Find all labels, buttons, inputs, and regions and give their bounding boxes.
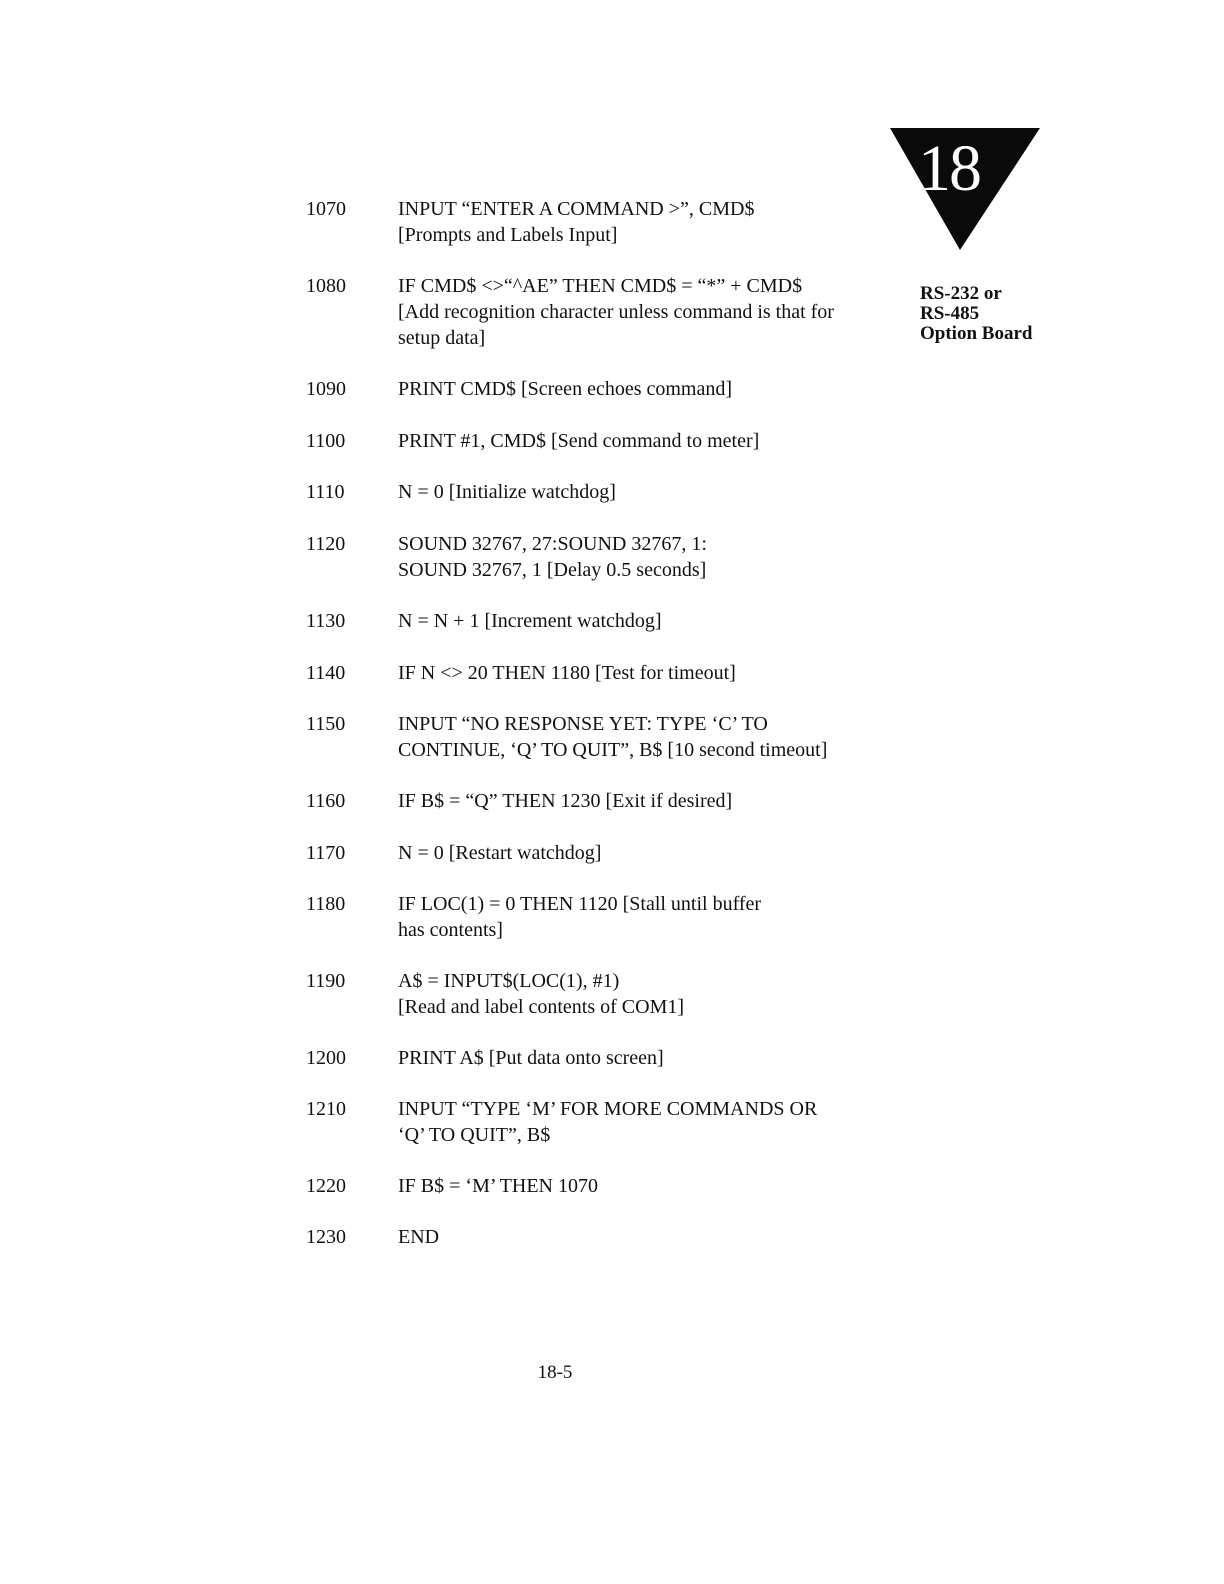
statement-comment: [Read and label contents of COM1] [398, 996, 685, 1018]
line-statement [398, 608, 888, 634]
line-number: 1150 [306, 713, 346, 735]
line-number: 1100 [306, 430, 346, 452]
line-statement [398, 711, 888, 763]
line-number: 1080 [306, 275, 346, 297]
line-number: 1130 [306, 610, 346, 632]
statement-text: INPUT “NO RESPONSE YET: TYPE ‘C’ TO [398, 713, 768, 735]
line-statement [398, 1173, 888, 1199]
statement-text: N = N + 1 [Increment watchdog] [398, 610, 662, 632]
statement-text: SOUND 32767, 27:SOUND 32767, 1: [398, 533, 707, 555]
line-number: 1220 [306, 1175, 346, 1197]
chapter-number: 18 [918, 132, 980, 205]
statement-comment: has contents] [398, 919, 503, 941]
line-statement [398, 788, 888, 814]
line-statement [398, 968, 888, 1020]
statement-text: END [398, 1226, 440, 1248]
side-label-line: RS-232 or [920, 283, 1002, 304]
line-number: 1120 [306, 533, 346, 555]
line-number: 1090 [306, 378, 346, 400]
statement-text: ‘Q’ TO QUIT”, B$ [398, 1124, 551, 1146]
line-statement [398, 428, 888, 454]
statement-text: IF N <> 20 THEN 1180 [Test for timeout] [398, 662, 736, 684]
statement-text: N = 0 [Initialize watchdog] [398, 481, 616, 503]
side-label-line: RS-485 [920, 303, 980, 324]
side-label-line: Option Board [920, 323, 1033, 344]
statement-text: IF B$ = “Q” THEN 1230 [Exit if desired] [398, 790, 733, 812]
statement-text: A$ = INPUT$(LOC(1), #1) [398, 970, 620, 992]
statement-text: SOUND 32767, 1 [Delay 0.5 seconds] [398, 559, 707, 581]
page-number: 18-5 [537, 1362, 573, 1383]
line-statement [398, 479, 888, 505]
line-statement [398, 891, 888, 943]
line-number: 1200 [306, 1047, 346, 1069]
line-number: 1070 [306, 198, 346, 220]
line-statement [398, 840, 888, 866]
line-number: 1140 [306, 662, 346, 684]
statement-comment: [Prompts and Labels Input] [398, 224, 618, 246]
statement-text: INPUT “TYPE ‘M’ FOR MORE COMMANDS OR [398, 1098, 818, 1120]
line-statement [398, 273, 888, 351]
statement-text: PRINT A$ [Put data onto screen] [398, 1047, 664, 1069]
line-statement [398, 660, 888, 686]
statement-text: INPUT “ENTER A COMMAND >”, CMD$ [398, 198, 755, 220]
line-number: 1190 [306, 970, 346, 992]
line-number: 1110 [306, 481, 345, 503]
line-number: 1180 [306, 893, 346, 915]
statement-comment: setup data] [398, 327, 486, 349]
line-statement [398, 1224, 888, 1250]
statement-text: IF B$ = ‘M’ THEN 1070 [398, 1175, 598, 1197]
line-statement [398, 196, 888, 248]
line-statement [398, 1096, 888, 1148]
line-number: 1210 [306, 1098, 346, 1120]
statement-text: IF CMD$ <>“^AE” THEN CMD$ = “*” + CMD$ [398, 275, 803, 297]
line-number: 1170 [306, 842, 346, 864]
line-number: 1160 [306, 790, 346, 812]
statement-text: N = 0 [Restart watchdog] [398, 842, 602, 864]
statement-text: IF LOC(1) = 0 THEN 1120 [Stall until buffer [398, 893, 762, 915]
statement-text: CONTINUE, ‘Q’ TO QUIT”, B$ [10 second timeout] [398, 739, 828, 761]
line-number: 1230 [306, 1226, 346, 1248]
statement-comment: [Add recognition character unless command is that for [398, 301, 834, 323]
line-statement [398, 1045, 888, 1071]
statement-text: PRINT #1, CMD$ [Send command to meter] [398, 430, 760, 452]
line-statement [398, 376, 888, 402]
statement-text: PRINT CMD$ [Screen echoes command] [398, 378, 733, 400]
line-statement [398, 531, 888, 583]
